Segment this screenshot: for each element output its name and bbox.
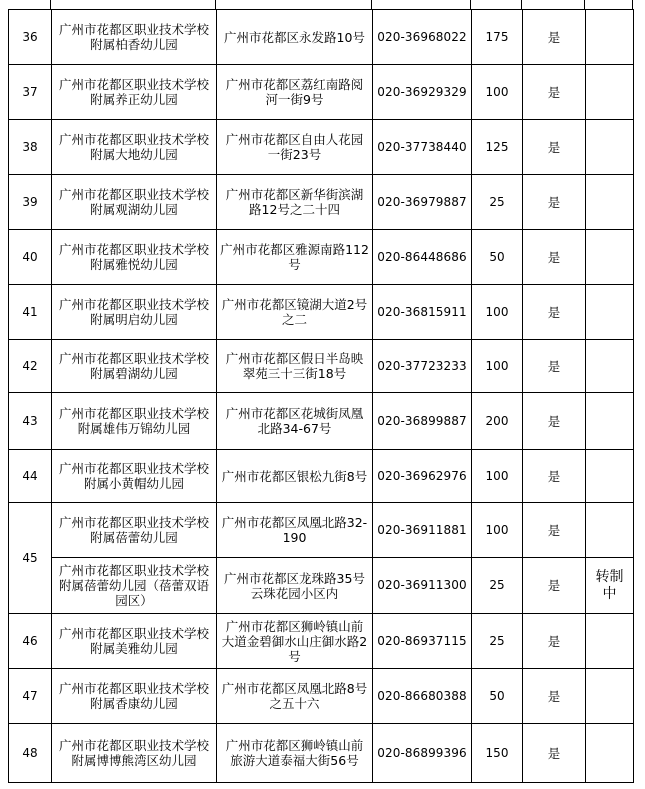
kindergarten-name: 广州市花都区职业技术学校附属雅悦幼儿园 [52, 230, 217, 285]
flag: 是 [523, 65, 586, 120]
flag: 是 [523, 669, 586, 724]
note [586, 230, 634, 285]
kindergarten-name: 广州市花都区职业技术学校附属明启幼儿园 [52, 285, 217, 340]
kindergarten-name: 广州市花都区职业技术学校附属大地幼儿园 [52, 120, 217, 175]
kindergarten-name: 广州市花都区职业技术学校附属博博熊湾区幼儿园 [52, 724, 217, 783]
address: 广州市花都区荔红南路阅河一街9号 [217, 65, 373, 120]
table-row [9, 120, 634, 175]
capacity: 100 [472, 285, 523, 340]
phone: 020-86937115 [373, 614, 472, 669]
note [586, 120, 634, 175]
row-number: 43 [9, 393, 52, 450]
kindergarten-name: 广州市花都区职业技术学校附属柏香幼儿园 [52, 10, 217, 65]
row-number: 48 [9, 724, 52, 783]
address: 广州市花都区假日半岛映翠苑三十三街18号 [217, 340, 373, 393]
capacity: 25 [472, 558, 523, 614]
flag: 是 [523, 724, 586, 783]
capacity: 175 [472, 10, 523, 65]
row-number: 37 [9, 65, 52, 120]
phone: 020-86899396 [373, 724, 472, 783]
flag: 是 [523, 285, 586, 340]
address: 广州市花都区凤凰北路8号之五十六 [217, 669, 373, 724]
table-row [9, 558, 634, 614]
capacity: 50 [472, 669, 523, 724]
capacity: 100 [472, 450, 523, 503]
address: 广州市花都区镜湖大道2号之二 [217, 285, 373, 340]
note [586, 285, 634, 340]
row-number: 42 [9, 340, 52, 393]
address: 广州市花都区自由人花园一街23号 [217, 120, 373, 175]
note [586, 10, 634, 65]
kindergarten-name: 广州市花都区职业技术学校附属香康幼儿园 [52, 669, 217, 724]
row-number: 40 [9, 230, 52, 285]
table-continuation-lines [0, 0, 645, 9]
note: 转制中 [586, 558, 634, 614]
note [586, 393, 634, 450]
note [586, 450, 634, 503]
table-row [9, 393, 634, 450]
kindergarten-name: 广州市花都区职业技术学校附属雄伟万锦幼儿园 [52, 393, 217, 450]
phone: 020-86680388 [373, 669, 472, 724]
table-row [9, 230, 634, 285]
kindergarten-name: 广州市花都区职业技术学校附属蓓蕾幼儿园 [52, 503, 217, 558]
address: 广州市花都区银松九街8号 [217, 450, 373, 503]
phone: 020-37723233 [373, 340, 472, 393]
phone: 020-36815911 [373, 285, 472, 340]
address: 广州市花都区花城街凤凰北路34-67号 [217, 393, 373, 450]
flag: 是 [523, 558, 586, 614]
table-row [9, 503, 634, 558]
note [586, 65, 634, 120]
table-row [9, 724, 634, 783]
phone: 020-36911881 [373, 503, 472, 558]
flag: 是 [523, 614, 586, 669]
flag: 是 [523, 120, 586, 175]
row-number: 38 [9, 120, 52, 175]
phone: 020-36979887 [373, 175, 472, 230]
capacity: 100 [472, 340, 523, 393]
phone: 020-37738440 [373, 120, 472, 175]
note [586, 503, 634, 558]
row-number: 45 [9, 503, 52, 614]
table-row [9, 175, 634, 230]
address: 广州市花都区新华街滨湖路12号之二十四 [217, 175, 373, 230]
phone: 020-36899887 [373, 393, 472, 450]
address: 广州市花都区雅源南路112号 [217, 230, 373, 285]
address: 广州市花都区狮岭镇山前大道金碧御水山庄御水路2号 [217, 614, 373, 669]
phone: 020-36911300 [373, 558, 472, 614]
capacity: 50 [472, 230, 523, 285]
phone: 020-36962976 [373, 450, 472, 503]
table-row [9, 340, 634, 393]
table-row [9, 65, 634, 120]
capacity: 25 [472, 614, 523, 669]
row-number: 39 [9, 175, 52, 230]
address: 广州市花都区狮岭镇山前旅游大道泰福大街56号 [217, 724, 373, 783]
row-number: 44 [9, 450, 52, 503]
row-number: 46 [9, 614, 52, 669]
flag: 是 [523, 230, 586, 285]
flag: 是 [523, 393, 586, 450]
table-row [9, 10, 634, 65]
table-row [9, 285, 634, 340]
capacity: 125 [472, 120, 523, 175]
capacity: 25 [472, 175, 523, 230]
flag: 是 [523, 340, 586, 393]
kindergarten-name: 广州市花都区职业技术学校附属观湖幼儿园 [52, 175, 217, 230]
phone: 020-36968022 [373, 10, 472, 65]
kindergarten-name: 广州市花都区职业技术学校附属蓓蕾幼儿园（蓓蕾双语园区） [52, 558, 217, 614]
address: 广州市花都区永发路10号 [217, 10, 373, 65]
flag: 是 [523, 503, 586, 558]
row-number: 47 [9, 669, 52, 724]
kindergarten-name: 广州市花都区职业技术学校附属美雅幼儿园 [52, 614, 217, 669]
address: 广州市花都区凤凰北路32-190 [217, 503, 373, 558]
kindergarten-name: 广州市花都区职业技术学校附属小黄帽幼儿园 [52, 450, 217, 503]
note [586, 614, 634, 669]
kindergarten-name: 广州市花都区职业技术学校附属碧湖幼儿园 [52, 340, 217, 393]
note [586, 669, 634, 724]
capacity: 100 [472, 65, 523, 120]
phone: 020-86448686 [373, 230, 472, 285]
flag: 是 [523, 175, 586, 230]
table-row [9, 614, 634, 669]
capacity: 100 [472, 503, 523, 558]
table-row [9, 669, 634, 724]
row-number: 41 [9, 285, 52, 340]
note [586, 724, 634, 783]
note [586, 175, 634, 230]
row-number: 36 [9, 10, 52, 65]
capacity: 150 [472, 724, 523, 783]
table-row [9, 450, 634, 503]
flag: 是 [523, 450, 586, 503]
kindergarten-name: 广州市花都区职业技术学校附属养正幼儿园 [52, 65, 217, 120]
capacity: 200 [472, 393, 523, 450]
address: 广州市花都区龙珠路35号云珠花园小区内 [217, 558, 373, 614]
flag: 是 [523, 10, 586, 65]
kindergarten-table [8, 9, 634, 783]
phone: 020-36929329 [373, 65, 472, 120]
note [586, 340, 634, 393]
